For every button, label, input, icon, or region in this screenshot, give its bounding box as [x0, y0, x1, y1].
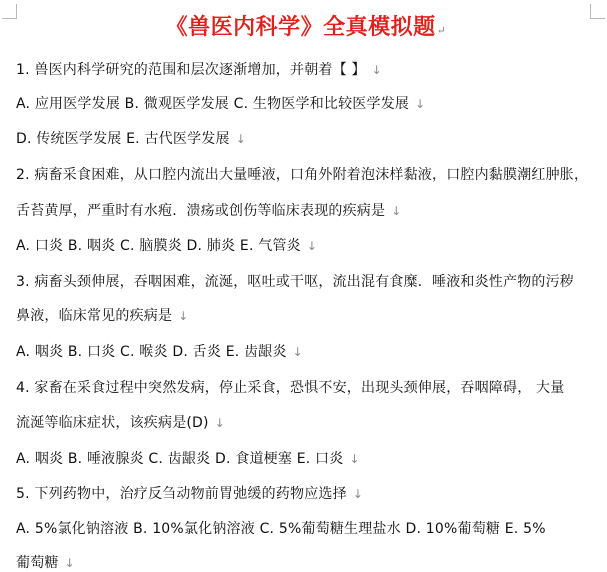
question-3-options — [16, 343, 303, 361]
title-paragraph-mark: ↵ — [436, 24, 447, 37]
question-2-options — [16, 237, 317, 255]
paragraph-mark: ↓ — [235, 132, 246, 146]
paragraph-mark: ↓ — [371, 63, 382, 77]
question-4-options — [16, 450, 360, 468]
question-4-stem-line-2 — [16, 414, 225, 432]
line-text: A. 咽炎 B. 口炎 C. 喉炎 D. 舌炎 E. 齿龈炎 — [16, 344, 287, 360]
question-5-options-line-1 — [16, 520, 546, 538]
question-3-stem-line-1 — [16, 273, 574, 291]
paragraph-mark: ↓ — [391, 204, 402, 218]
line-text: 1. 兽医内科学研究的范围和层次逐渐增加，并朝着【 】 — [16, 62, 366, 78]
question-2-stem-line-1 — [16, 166, 588, 184]
paragraph-mark: ↓ — [306, 239, 318, 253]
paragraph-mark: ↓ — [64, 556, 75, 570]
line-text: 舌苔黄厚，严重时有水疱．溃疡或创伤等临床表现的疾病是 — [16, 203, 386, 219]
page-corner-mark-left — [2, 4, 17, 19]
line-text: A. 口炎 B. 咽炎 C. 脑膜炎 D. 肺炎 E. 气管炎 — [16, 238, 301, 254]
line-text: A. 咽炎 B. 唾液腺炎 C. 齿龈炎 D. 食道梗塞 E. 口炎 — [16, 451, 344, 467]
line-text: D. 传统医学发展 E. 古代医学发展 — [16, 131, 230, 147]
question-5-stem — [16, 485, 363, 503]
line-text: 流涎等临床症状，该疾病是(D) — [16, 415, 209, 431]
line-text: 葡萄糖 — [16, 555, 59, 571]
line-text: A. 应用医学发展 B. 微观医学发展 C. 生物医学和比较医学发展 — [16, 96, 410, 112]
paragraph-mark: ↓ — [349, 452, 360, 466]
line-text: 4. 家畜在采食过程中突然发病，停止采食，恐惧不安，出现头颈伸展，吞咽障碍， 大量 — [16, 380, 565, 396]
paragraph-mark: ↓ — [178, 309, 189, 323]
paragraph-mark: ↓ — [214, 416, 225, 430]
line-text: 鼻液，临床常见的疾病是 — [16, 308, 173, 324]
paragraph-mark: ↓ — [352, 487, 364, 501]
question-2-stem-line-2 — [16, 202, 401, 220]
line-text: A. 5%氯化钠溶液 B. 10%氯化钠溶液 C. 5%葡萄糖生理盐水 D. 10%葡萄糖 E. 5% — [16, 521, 546, 537]
line-text: 2. 病畜采食困难，从口腔内流出大量唾液，口角外附着泡沫样黏液，口腔内黏膜潮红肿胀， — [16, 167, 589, 183]
paragraph-mark: ↓ — [415, 97, 426, 111]
line-text: 3. 病畜头颈伸展，吞咽困难，流涎，呕吐或干呕，流出混有食糜．唾液和炎性产物的污秽 — [16, 274, 575, 290]
question-5-options-line-2 — [16, 554, 75, 572]
question-1-stem — [16, 61, 382, 79]
question-1-options-line-1 — [16, 95, 425, 113]
paragraph-mark: ↓ — [292, 345, 303, 359]
question-4-stem-line-1 — [16, 379, 564, 397]
title-text: 《兽医内科学》全真模拟题 — [165, 14, 436, 40]
document-title — [16, 10, 596, 41]
question-1-options-line-2 — [16, 130, 246, 148]
question-3-stem-line-2 — [16, 307, 188, 325]
line-text: 5. 下列药物中，治疗反刍动物前胃弛缓的药物应选择 — [16, 486, 347, 502]
